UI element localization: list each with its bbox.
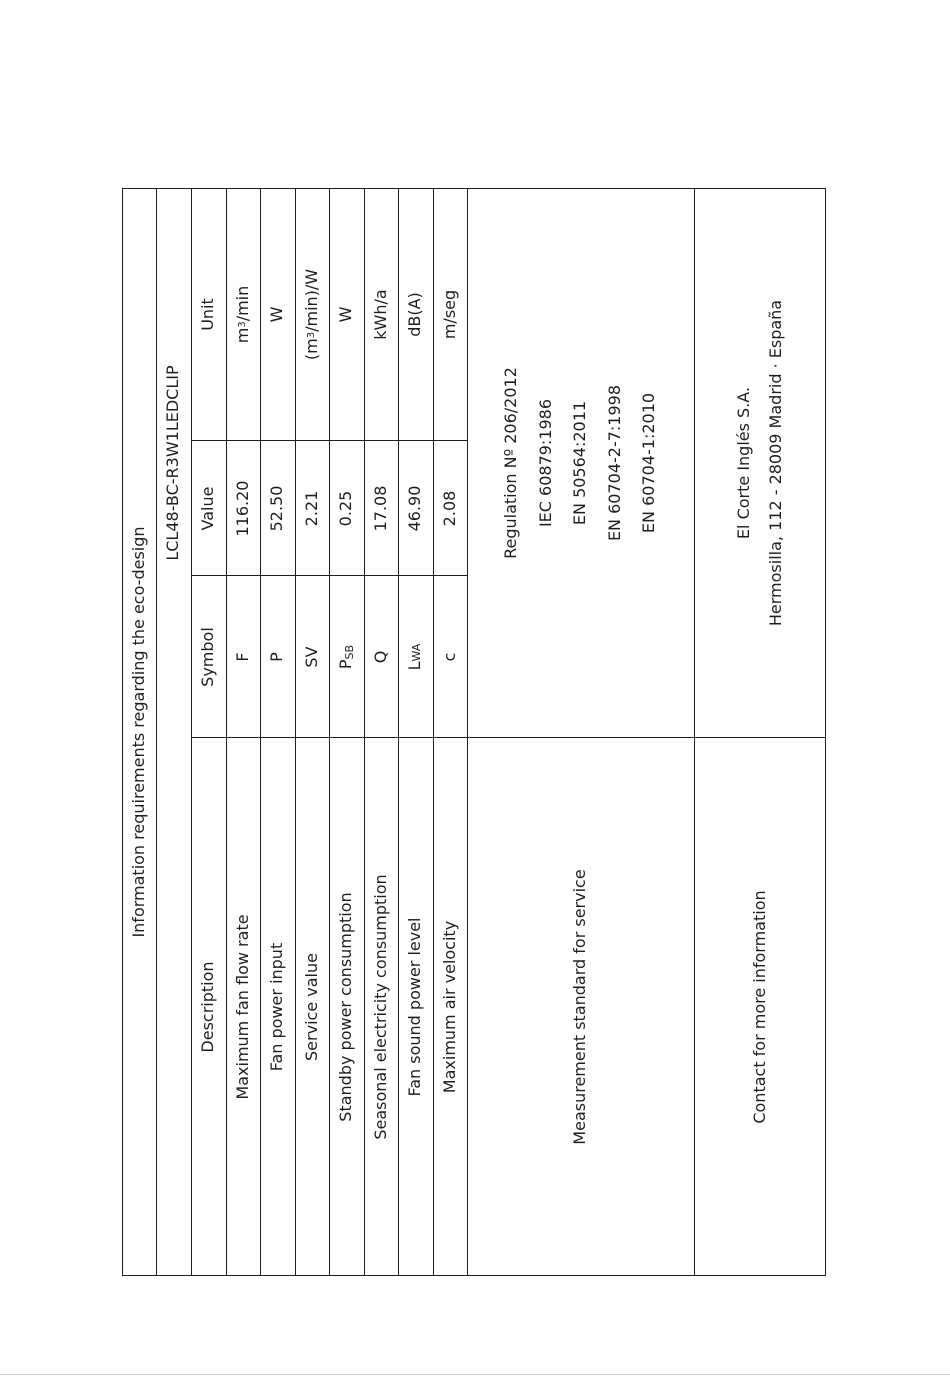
unit-main: dB(A) bbox=[405, 292, 425, 337]
row-description: Maximum fan flow rate bbox=[232, 914, 252, 1100]
contact-label: Contact for more information bbox=[749, 890, 769, 1124]
symbol-sub: WA bbox=[410, 643, 424, 662]
contact-company: El Corte Inglés S.A. bbox=[734, 386, 753, 540]
unit-main: (m bbox=[301, 338, 321, 361]
header-symbol: Symbol bbox=[198, 627, 218, 687]
eco-design-table bbox=[122, 188, 826, 1276]
contact-details bbox=[694, 188, 826, 738]
measurement-standards bbox=[467, 188, 694, 738]
row-symbol: Q bbox=[370, 650, 390, 664]
row-symbol: F bbox=[232, 652, 252, 662]
row-symbol: SV bbox=[301, 646, 321, 668]
unit-main: kWh/a bbox=[370, 289, 390, 340]
header-description: Description bbox=[198, 961, 218, 1053]
row-symbol: c bbox=[439, 652, 459, 662]
unit-tail: /min)/W bbox=[301, 268, 321, 332]
row-unit bbox=[364, 188, 398, 441]
row-value: 2.21 bbox=[301, 490, 321, 527]
model-code: LCL48-BC-R3W1LEDCLIP bbox=[163, 365, 183, 561]
standard-item: EN 60704-1:2010 bbox=[639, 392, 659, 534]
row-unit: m 3 /min bbox=[232, 285, 252, 344]
standard-item: IEC 60879:1986 bbox=[535, 398, 555, 528]
row-unit bbox=[398, 188, 433, 441]
row-symbol bbox=[398, 576, 433, 738]
row-description: Fan sound power level bbox=[405, 917, 425, 1097]
unit-main: m/seg bbox=[439, 289, 459, 340]
row-value: 52.50 bbox=[267, 485, 287, 532]
unit-tail: /min bbox=[232, 285, 252, 322]
standard-item: Regulation Nº 206/2012 bbox=[501, 367, 521, 559]
row-description: Standby power consumption bbox=[336, 892, 356, 1122]
unit-main: m bbox=[232, 327, 252, 344]
standard-item: EN 50564:2011 bbox=[570, 400, 590, 526]
row-value: 17.08 bbox=[370, 485, 390, 532]
header-value: Value bbox=[198, 486, 218, 531]
row-value: 46.90 bbox=[405, 485, 425, 532]
symbol-main: P bbox=[336, 659, 356, 670]
row-description: Service value bbox=[301, 953, 321, 1061]
symbol-main: L bbox=[405, 661, 425, 671]
row-value: 116.20 bbox=[232, 480, 252, 537]
row-value: 2.08 bbox=[439, 490, 459, 527]
row-symbol bbox=[329, 576, 364, 738]
page-bottom-rule bbox=[0, 1374, 950, 1375]
row-unit bbox=[260, 188, 295, 441]
row-description: Maximum air velocity bbox=[439, 920, 459, 1094]
row-unit bbox=[433, 188, 467, 441]
contact-address: Hermosilla, 112 - 28009 Madrid · España bbox=[766, 299, 785, 627]
row-description: Seasonal electricity consumption bbox=[370, 874, 390, 1140]
measurement-label: Measurement standard for service bbox=[570, 869, 590, 1145]
row-unit bbox=[329, 188, 364, 441]
row-value: 0.25 bbox=[336, 490, 356, 527]
unit-main: W bbox=[267, 306, 287, 323]
row-symbol: P bbox=[267, 652, 287, 662]
standard-item: EN 60704-2-7:1998 bbox=[604, 384, 624, 542]
unit-main: W bbox=[336, 306, 356, 323]
symbol-sub: SB bbox=[343, 644, 357, 660]
row-unit: (m 3 /min)/W bbox=[301, 268, 321, 361]
table-title: Information requirements regarding the eco-design bbox=[128, 526, 148, 938]
row-description: Fan power input bbox=[267, 942, 287, 1072]
header-unit: Unit bbox=[198, 298, 218, 331]
